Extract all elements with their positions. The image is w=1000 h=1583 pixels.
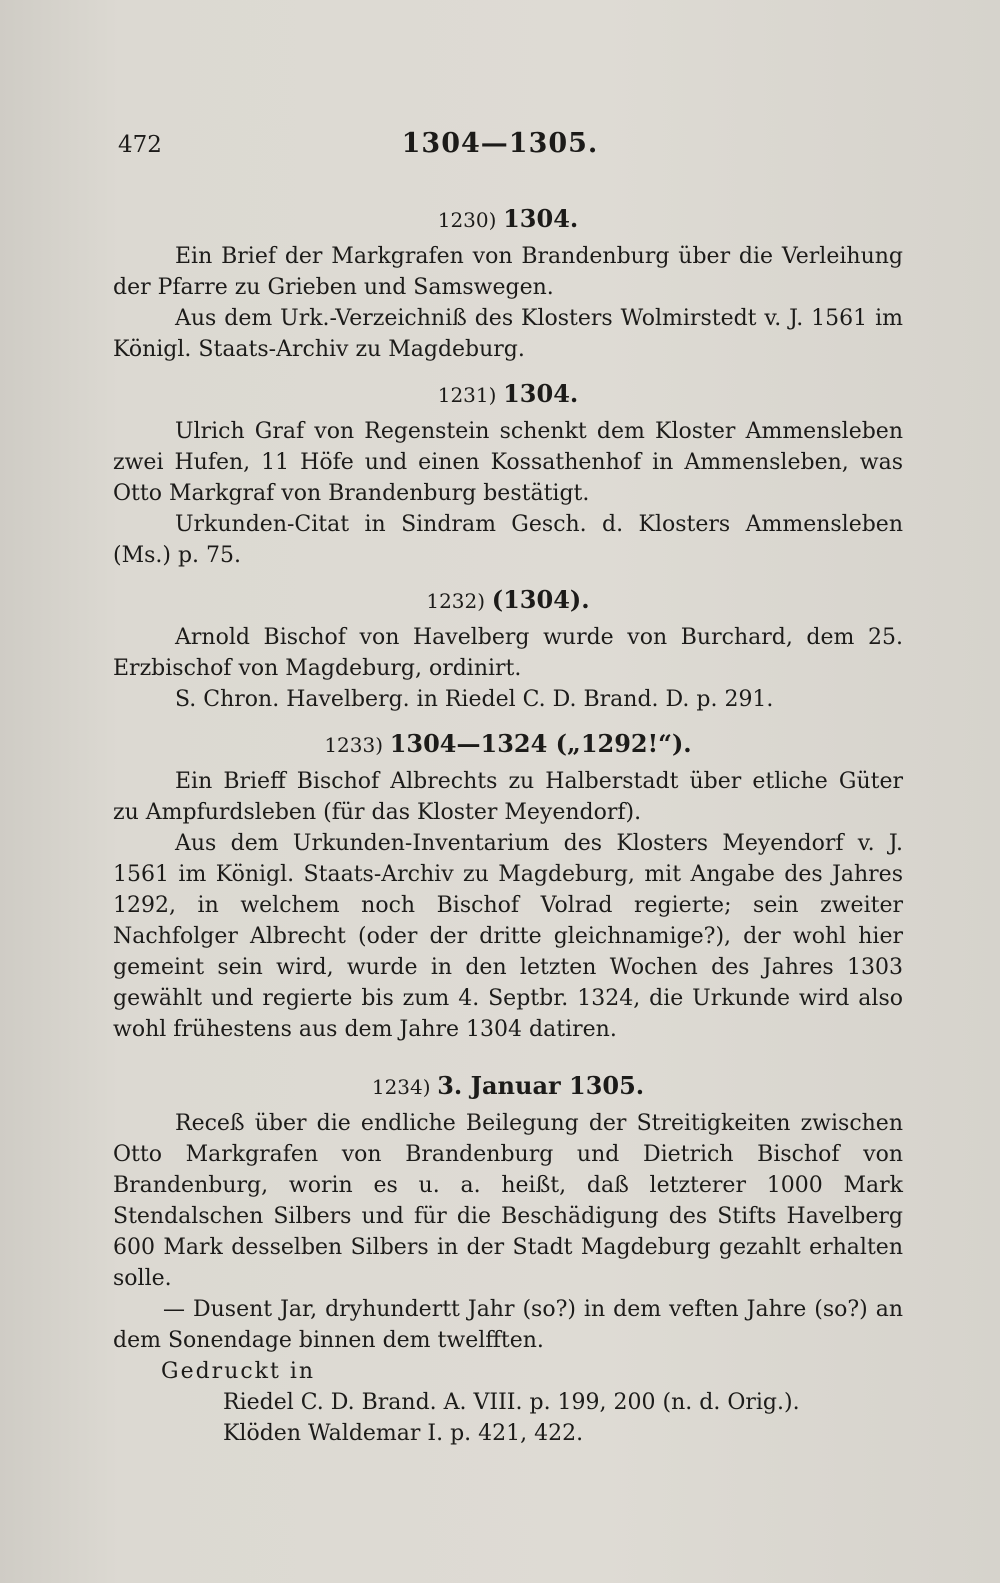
entry-number: 1231) (437, 383, 497, 407)
page-number: 472 (118, 132, 162, 158)
entry-1231 (113, 381, 903, 571)
entry-text: Ulrich Graf von Regenstein schenkt dem Kloster Ammensleben zwei Hufen, 11 Höfe und einen Kossathenhof in Ammensleben, was Otto Markgraf von Brandenburg bestätigt. (113, 419, 903, 506)
entry-1233 (113, 731, 903, 1045)
page-body (113, 200, 903, 1449)
entry-date: (1304). (491, 585, 590, 614)
entry-text: Arnold Bischof von Havelberg wurde von Burchard, dem 25. Erzbischof von Magdeburg, ordinirt. (113, 625, 903, 681)
entry-1232 (113, 587, 903, 715)
entry-source: Aus dem Urk.-Verzeichniß des Klosters Wolmirstedt v. J. 1561 im Königl. Staats-Archiv zu Magdeburg. (113, 306, 903, 362)
running-title: 1304—1305. (401, 128, 599, 159)
entry-source: Aus dem Urkunden-Inventarium des Klosters Meyendorf v. J. 1561 im Königl. Staats-Archiv zu Magdeburg, mit Angabe des Jahres 1292, in welchem noch Bischof Volrad regierte; sein zweiter Nachfolger Albrecht (oder der dritte gleichnamige?), der wohl hier gemeint sein wird, wurde in den letzten Wochen des Jahres 1303 gewählt und regierte bis zum 4. Septbr. 1324, die Urkunde wird also wohl frühestens aus dem Jahre 1304 datiren. (113, 831, 903, 1042)
entry-heading (113, 206, 903, 233)
entry-number: 1233) (324, 733, 384, 757)
entry-date: 1304. (503, 204, 579, 233)
entry-date: 1304—1324 („1292!“). (389, 729, 692, 758)
entry-text: Receß über die endliche Beilegung der Streitigkeiten zwischen Otto Markgrafen von Brandenburg und Dietrich Bischof von Brandenburg, worin es u. a. heißt, daß letzterer 1000 Mark Stendalschen Silbers und für die Beschädigung des Stifts Havelberg 600 Mark desselben Silbers in der Stadt Magdeburg gezahlt erhalten solle. (113, 1111, 903, 1291)
printed-in-label: Gedruckt in (161, 1359, 316, 1384)
entry-1230 (113, 206, 903, 365)
entry-number: 1230) (437, 208, 497, 232)
entry-text: Ein Brief der Markgrafen von Brandenburg über die Verleihung der Pfarre zu Grieben und Samswegen. (113, 244, 903, 300)
entry-heading (113, 731, 903, 758)
literature-reference: Riedel C. D. Brand. A. VIII. p. 199, 200 (n. d. Orig.). (223, 1390, 800, 1415)
literature-reference: Klöden Waldemar I. p. 421, 422. (223, 1421, 584, 1446)
entry-date: 3. Januar 1305. (437, 1071, 645, 1100)
entry-text: Ein Brieff Bischof Albrechts zu Halberstadt über etliche Güter zu Ampfurdsleben (für das Kloster Meyendorf). (113, 769, 903, 825)
entry-number: 1232) (426, 589, 486, 613)
entry-quote: — Dusent Jar, dryhundertt Jahr (so?) in dem veften Jahre (so?) an dem Sonendage binnen dem twelfften. (113, 1297, 903, 1353)
entry-source: S. Chron. Havelberg. in Riedel C. D. Brand. D. p. 291. (175, 687, 774, 712)
entry-heading (113, 1073, 903, 1100)
entry-date: 1304. (503, 379, 579, 408)
entry-number: 1234) (371, 1075, 431, 1099)
entry-heading (113, 381, 903, 408)
entry-1234 (113, 1073, 903, 1449)
entry-source: Urkunden-Citat in Sindram Gesch. d. Klosters Ammensleben (Ms.) p. 75. (113, 512, 903, 568)
entry-heading (113, 587, 903, 614)
